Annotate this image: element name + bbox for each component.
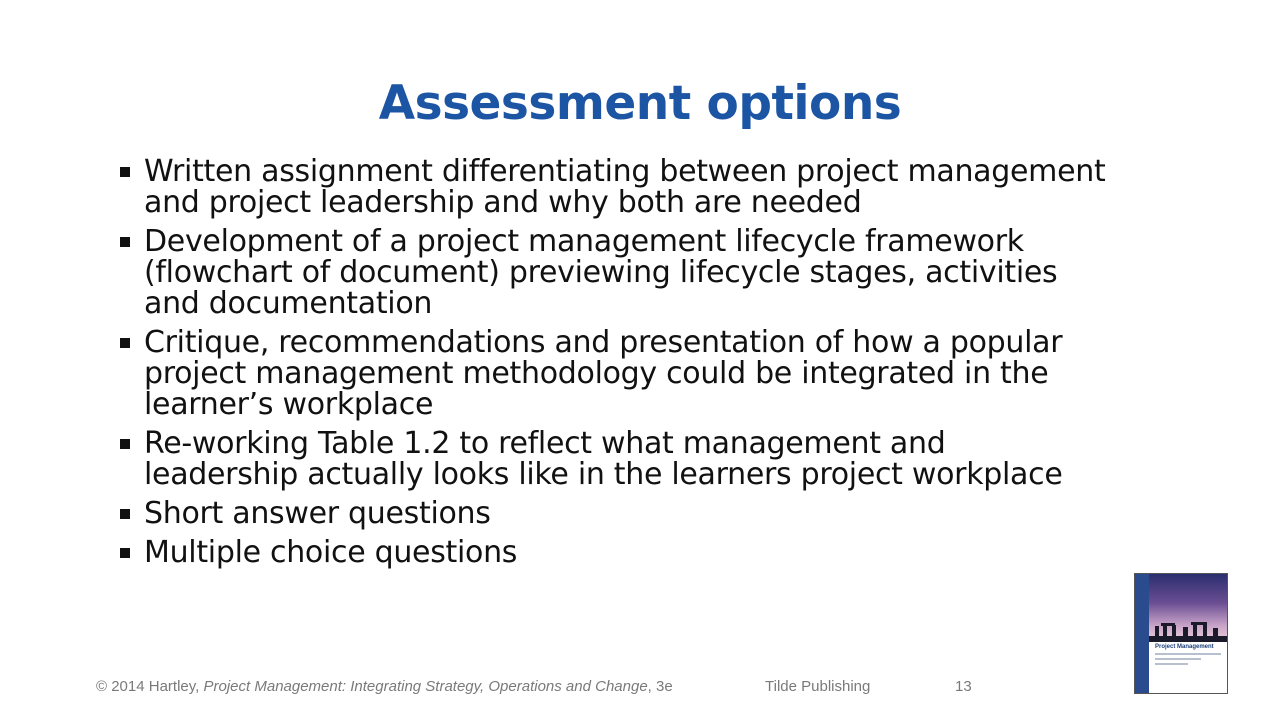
footer-copyright xyxy=(96,678,673,695)
bullet-text: Re-working Table 1.2 to reflect what management and leadership actually looks like in the learners project workplace xyxy=(144,426,1063,492)
copyright-prefix: © 2014 Hartley, xyxy=(96,678,204,695)
square-bullet-icon xyxy=(120,509,130,519)
bullet-text: Critique, recommendations and presentation of how a popular project management methodology could be integrated in the learner’s workplace xyxy=(144,325,1063,422)
bullet-text: Short answer questions xyxy=(144,496,491,531)
bullet-text: Written assignment differentiating between project management and project leadership and why both are needed xyxy=(144,154,1106,220)
page-number: 13 xyxy=(955,678,972,695)
bullet-item xyxy=(118,428,1108,490)
bullet-list xyxy=(118,156,1108,576)
bullet-item xyxy=(118,327,1108,420)
book-title: Project Management: Integrating Strategy, Operations and Change xyxy=(203,678,648,695)
cover-text xyxy=(1155,644,1221,665)
cover-title: Project Management xyxy=(1155,644,1214,650)
bullet-text: Multiple choice questions xyxy=(144,535,518,570)
footer-publisher: Tilde Publishing xyxy=(765,678,871,695)
edition: , 3e xyxy=(647,678,673,695)
cover-author-line xyxy=(1155,663,1188,665)
slide-title: Assessment options xyxy=(378,76,902,131)
book-cover-thumbnail xyxy=(1134,573,1228,694)
bullet-item xyxy=(118,156,1108,218)
bullet-item xyxy=(118,537,1108,568)
cover-spine xyxy=(1135,574,1149,693)
square-bullet-icon xyxy=(120,439,130,449)
square-bullet-icon xyxy=(120,548,130,558)
square-bullet-icon xyxy=(120,338,130,348)
bullet-item xyxy=(118,226,1108,319)
bullet-text: Development of a project management lifecycle framework (flowchart of document) previewing lifecycle stages, activities and documentation xyxy=(144,224,1058,321)
square-bullet-icon xyxy=(120,167,130,177)
stonehenge-icon xyxy=(1149,618,1228,642)
bullet-item xyxy=(118,498,1108,529)
square-bullet-icon xyxy=(120,237,130,247)
cover-subtitle-line xyxy=(1155,653,1221,655)
cover-subtitle-line xyxy=(1155,658,1201,660)
